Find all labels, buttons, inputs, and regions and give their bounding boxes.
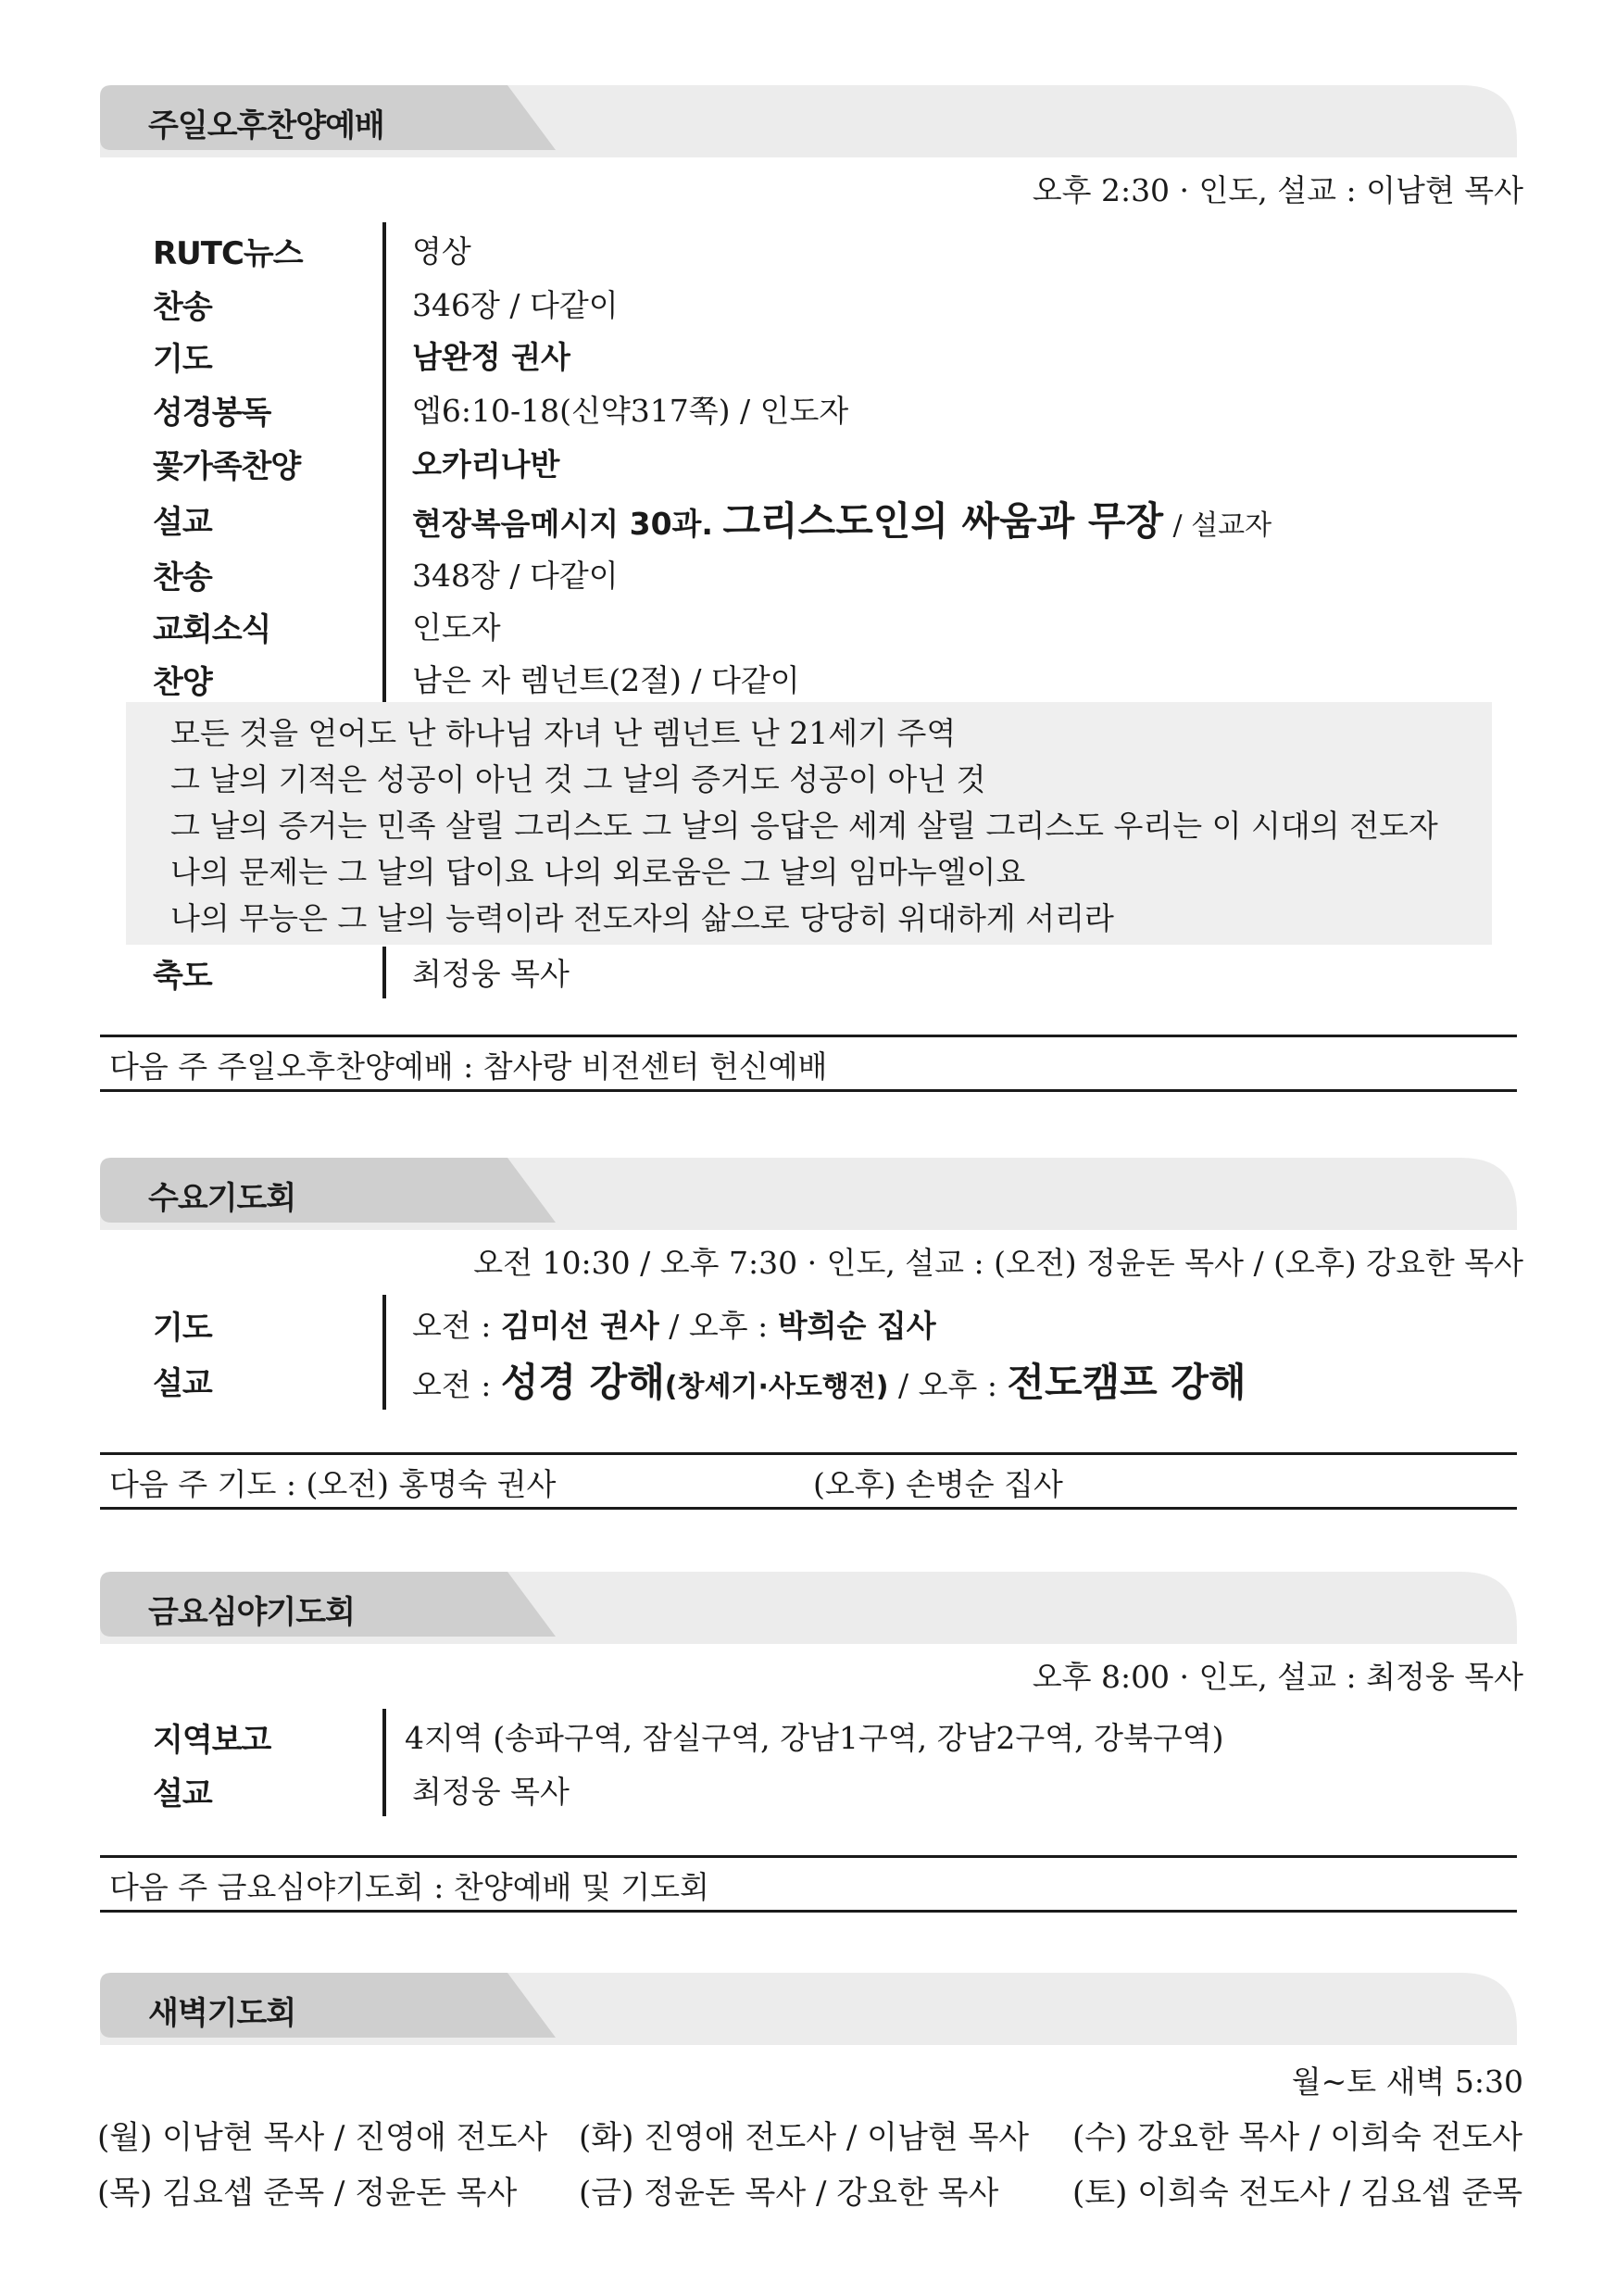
program-value: 4지역 (송파구역, 잠실구역, 강남1구역, 강남2구역, 강북구역)	[405, 1720, 1224, 1756]
program-row	[153, 598, 1523, 652]
sermon-series: 현장복음메시지 30과.	[412, 506, 713, 542]
program-value: 남은 자 렘넌트(2절) / 다같이	[412, 662, 800, 698]
program-row	[153, 546, 1523, 600]
program-row	[153, 1352, 1523, 1406]
program-row	[153, 276, 1523, 330]
lyrics-box	[126, 702, 1492, 945]
lyrics-line: 모든 것을 얻어도 난 하나님 자녀 난 렘넌트 난 21세기 주역	[170, 715, 957, 751]
program-label: 지역보고	[153, 1722, 271, 1759]
pm-sermon-title: 전도캠프 강해	[1007, 1360, 1246, 1405]
program-row	[153, 1763, 1523, 1816]
dawn-schedule-item: (금) 정윤돈 목사 / 강요한 목사	[579, 2175, 999, 2212]
pm-prefix: / 오후 :	[897, 1367, 997, 1403]
next-week-notice	[100, 1855, 1517, 1913]
dawn-schedule-item: (월) 이남현 목사 / 진영애 전도사	[97, 2119, 548, 2156]
program-label: 찬양	[153, 664, 212, 701]
section-header-tab-shape	[100, 1158, 1517, 1230]
program-label: 찬송	[153, 289, 212, 326]
am-prefix: 오전 :	[412, 1308, 492, 1344]
program-row	[153, 491, 1523, 545]
program-value: 영상	[412, 233, 471, 270]
program-label: 기도	[153, 341, 212, 378]
lyrics-line: 그 날의 기적은 성공이 아닌 것 그 날의 증거도 성공이 아닌 것	[170, 761, 986, 797]
am-sermon-sub: (창세기·사도행전)	[664, 1371, 889, 1403]
program-value: 최정웅 목사	[412, 1774, 570, 1810]
lyrics-line: 나의 문제는 그 날의 답이요 나의 외로움은 그 날의 임마누엘이요	[170, 854, 1026, 890]
lyrics-line: 그 날의 증거는 민족 살릴 그리스도 그 날의 응답은 세계 살릴 그리스도 우리는 이 시대의 전도자	[170, 808, 1438, 844]
section-title: 수요기도회	[148, 1180, 296, 1217]
next-week-text: 다음 주 금요심야기도회 : 찬양예배 및 기도회	[109, 1869, 709, 1905]
program-row	[153, 1297, 1523, 1350]
program-value: 남완정 권사	[412, 339, 570, 375]
program-row	[153, 382, 1523, 435]
next-week-notice	[100, 1452, 1517, 1510]
program-row	[153, 651, 1523, 705]
dawn-schedule-item: (목) 김요셉 준목 / 정윤돈 목사	[97, 2175, 518, 2212]
program-label: 축도	[153, 958, 212, 995]
program-value: 엡6:10-18(신약317쪽) / 인도자	[412, 393, 849, 429]
program-label: RUTC뉴스	[153, 235, 303, 272]
section-header-sunday	[100, 85, 1517, 157]
program-label: 교회소식	[153, 611, 271, 648]
sermon-role: / 설교자	[1172, 509, 1272, 542]
next-week-notice	[100, 1035, 1517, 1092]
next-week-text: 다음 주 주일오후찬양예배 : 참사랑 비전센터 헌신예배	[109, 1048, 828, 1085]
program-label: 설교	[153, 1365, 212, 1402]
service-time: 오후 2:30 · 인도, 설교 : 이남현 목사	[1032, 172, 1523, 208]
dawn-schedule-item: (토) 이희숙 전도사 / 김요셉 준목	[1072, 2175, 1523, 2212]
program-row	[153, 945, 1523, 998]
pm-prayer-name: 박희순 집사	[777, 1308, 936, 1344]
program-value	[412, 1352, 1246, 1408]
dawn-schedule-item: (화) 진영애 전도사 / 이남현 목사	[579, 2119, 1030, 2156]
section-title: 주일오후찬양예배	[148, 107, 384, 144]
am-prefix: 오전 :	[412, 1367, 492, 1403]
section-title: 금요심야기도회	[148, 1594, 355, 1631]
section-header-dawn	[100, 1973, 1517, 2045]
program-value	[412, 491, 1272, 546]
program-label: 찬송	[153, 559, 212, 596]
pm-prefix: / 오후 :	[669, 1308, 769, 1344]
program-row	[153, 435, 1523, 489]
program-row	[153, 222, 1523, 276]
dawn-schedule-item: (수) 강요한 목사 / 이희숙 전도사	[1072, 2119, 1523, 2156]
program-label: 설교	[153, 504, 212, 541]
next-week-text-am: 다음 주 기도 : (오전) 홍명숙 권사	[109, 1466, 557, 1502]
service-time: 오전 10:30 / 오후 7:30 · 인도, 설교 : (오전) 정윤돈 목사 / (오후) 강요한 목사	[473, 1245, 1523, 1281]
program-row	[153, 328, 1523, 382]
program-value	[412, 1302, 936, 1346]
program-label: 설교	[153, 1775, 212, 1813]
program-value: 최정웅 목사	[412, 956, 570, 992]
lyrics-line: 나의 무능은 그 날의 능력이라 전도자의 삶으로 당당히 위대하게 서리라	[170, 900, 1114, 936]
program-label: 기도	[153, 1310, 212, 1347]
program-label: 성경봉독	[153, 395, 271, 432]
section-title: 새벽기도회	[148, 1995, 296, 2032]
sermon-title: 그리스도인의 싸움과 무장	[722, 498, 1164, 544]
service-time: 월~토 새벽 5:30	[1291, 2064, 1523, 2100]
section-header-wednesday	[100, 1158, 1517, 1230]
program-value: 348장 / 다같이	[412, 558, 619, 594]
program-row	[153, 1709, 1523, 1763]
program-value: 오카리나반	[412, 446, 560, 483]
next-week-text-pm: (오후) 손병순 집사	[813, 1466, 1063, 1502]
am-prayer-name: 김미선 권사	[500, 1308, 659, 1344]
program-value: 인도자	[412, 609, 501, 646]
program-value: 346장 / 다같이	[412, 287, 619, 323]
program-label: 꽃가족찬양	[153, 448, 301, 485]
service-time: 오후 8:00 · 인도, 설교 : 최정웅 목사	[1032, 1659, 1523, 1695]
section-header-friday	[100, 1572, 1517, 1644]
am-sermon-title: 성경 강해	[500, 1360, 665, 1405]
section-header-tab-shape	[100, 1973, 1517, 2045]
